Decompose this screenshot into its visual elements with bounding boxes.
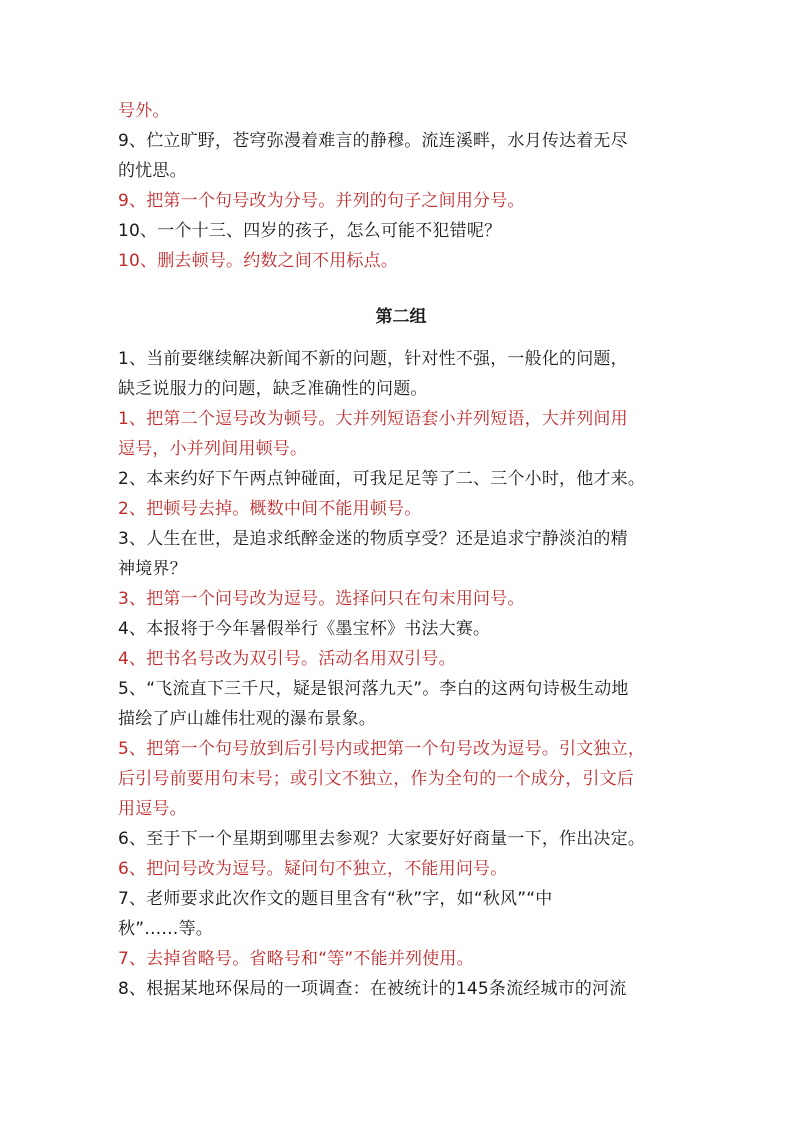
question-item (118, 524, 684, 584)
question-line: 10、一个十三、四岁的孩子，怎么可能不犯错呢？ (118, 221, 502, 241)
question-line: 的忧思。 (118, 161, 187, 181)
question-line: 1、当前要继续解决新闻不新的问题，针对性不强，一般化的问题， (118, 349, 628, 369)
answer-item (118, 404, 684, 464)
question-item (118, 614, 684, 644)
question-line: 神境界？ (118, 559, 187, 579)
document-page (118, 96, 684, 1004)
answer-line: 逗号，小并列间用顿号。 (118, 439, 308, 459)
question-line: 8、根据某地环保局的一项调查：在被统计的145条流经城市的河流 (118, 979, 627, 999)
answer-item (118, 96, 684, 126)
question-line: 7、老师要求此次作文的题目里含有“秋”字，如“秋风”“中 (118, 889, 553, 909)
answer-line: 9、把第一个句号改为分号。并列的句子之间用分号。 (118, 191, 525, 211)
question-item (118, 464, 684, 494)
answer-line: 6、把问号改为逗号。疑问句不独立，不能用问号。 (118, 859, 508, 879)
group-heading: 第二组 (375, 307, 427, 327)
question-item (118, 674, 684, 734)
question-line: 4、本报将于今年暑假举行《墨宝杯》书法大赛。 (118, 619, 491, 639)
answer-line: 用逗号。 (118, 799, 187, 819)
question-line: 描绘了庐山雄伟壮观的瀑布景象。 (118, 709, 376, 729)
answer-item (118, 186, 684, 216)
answer-item (118, 246, 684, 276)
answer-item (118, 854, 684, 884)
group-two-heading-block (118, 276, 684, 344)
question-line: 2、本来约好下午两点钟碰面，可我足足等了二、三个小时，他才来。 (118, 469, 646, 489)
question-line: 9、伫立旷野，苍穹弥漫着难言的静穆。流连溪畔，水月传达着无尽 (118, 131, 628, 151)
question-item (118, 824, 684, 854)
question-item (118, 344, 684, 404)
question-line: 秋”……等。 (118, 919, 214, 939)
answer-item (118, 644, 684, 674)
question-line: 3、人生在世，是追求纸醉金迷的物质享受？还是追求宁静淡泊的精 (118, 529, 628, 549)
question-item (118, 974, 684, 1004)
answer-line: 1、把第二个逗号改为顿号。大并列短语套小并列短语，大并列间用 (118, 409, 628, 429)
question-line: 缺乏说服力的问题，缺乏准确性的问题。 (118, 379, 428, 399)
question-line: 5、“飞流直下三千尺，疑是银河落九天”。李白的这两句诗极生动地 (118, 679, 629, 699)
question-item (118, 884, 684, 944)
answer-item (118, 494, 684, 524)
answer-item (118, 584, 684, 614)
group-two-items (118, 344, 684, 1004)
question-line: 6、至于下一个星期到哪里去参观？大家要好好商量一下，作出决定。 (118, 829, 646, 849)
question-item (118, 216, 684, 246)
answer-line: 3、把第一个问号改为逗号。选择问只在句末用问号。 (118, 589, 525, 609)
answer-line: 后引号前要用句末号；或引文不独立，作为全句的一个成分，引文后 (118, 769, 634, 789)
answer-item (118, 734, 684, 824)
answer-line: 5、把第一个句号放到后引号内或把第一个句号改为逗号。引文独立， (118, 739, 646, 759)
answer-line: 7、去掉省略号。省略号和“等”不能并列使用。 (118, 949, 474, 969)
answer-item (118, 944, 684, 974)
answer-line: 号外。 (118, 101, 170, 121)
group-one-tail (118, 96, 684, 276)
question-item (118, 126, 684, 186)
answer-line: 2、把顿号去掉。概数中间不能用顿号。 (118, 499, 422, 519)
answer-line: 4、把书名号改为双引号。活动名用双引号。 (118, 649, 456, 669)
answer-line: 10、删去顿号。约数之间不用标点。 (118, 251, 399, 271)
